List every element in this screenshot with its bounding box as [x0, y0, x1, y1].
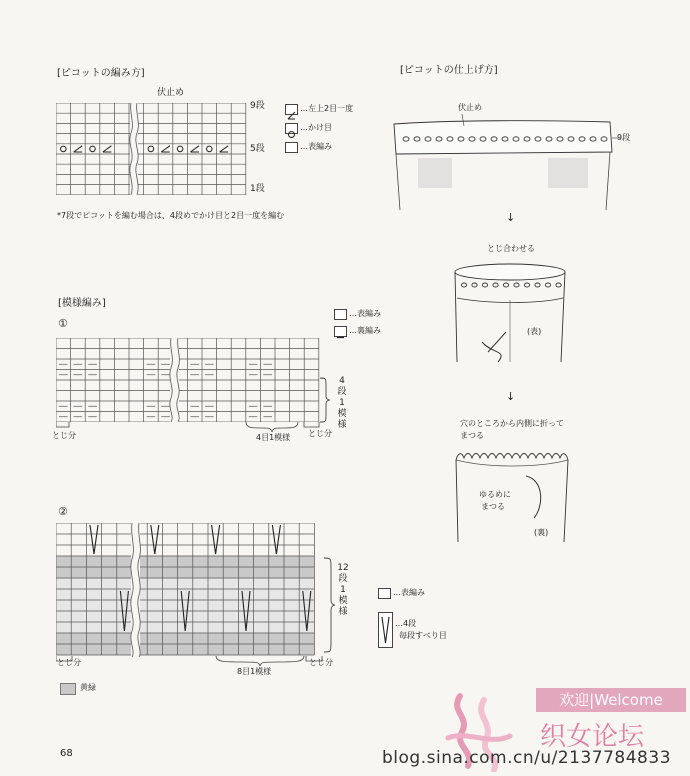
decrease-mark [74, 146, 83, 152]
p2-legend-slip-1: …4段 [395, 619, 417, 628]
picot-title: [ピコットの編み方] [57, 68, 145, 79]
picot-chart [56, 103, 248, 195]
slip-stitch-mark [151, 525, 159, 554]
p1-seam-right: とじ分 [308, 429, 332, 438]
step-fold-1: 穴のところから内側に折って [460, 419, 564, 428]
eyelet-hole [493, 283, 498, 287]
decrease-mark [161, 146, 170, 152]
eyelet-hole [461, 283, 466, 287]
loose-2: まつる [481, 502, 505, 511]
arrow-2: ↓ [506, 390, 516, 403]
shaded-row [56, 567, 314, 578]
finish-illustration-3 [448, 446, 578, 546]
yarn-over-symbol-icon [285, 123, 298, 134]
blog-url: blog.sina.com.cn/u/2137784833 [382, 748, 672, 768]
legend-left-decrease: …左上2目一度 [300, 104, 354, 113]
page-number: 68 [60, 748, 73, 759]
welcome-banner: 欢迎|Welcome [536, 688, 686, 712]
slip-stitch-mark [272, 525, 280, 554]
eyelet-hole [482, 283, 487, 287]
eyelet-hole [556, 283, 561, 287]
loose-1: ゆるめに [479, 490, 511, 499]
pattern-title: [模様編み] [58, 298, 106, 309]
yarn-over-mark [177, 146, 183, 152]
color-swatch [60, 683, 76, 695]
pattern-1-number: ① [58, 317, 68, 330]
finish-illustration-2 [448, 260, 578, 370]
step-fold-2: まつる [460, 431, 484, 440]
yarn-over-mark [90, 146, 96, 152]
pattern-2-chart [56, 523, 324, 657]
p1-knit-symbol-icon [334, 309, 347, 320]
picot-row-9: 9段 [250, 101, 265, 111]
picot-row-1: 1段 [250, 184, 265, 194]
left-decrease-symbol-icon [285, 104, 298, 115]
p2-repeat-rows: 12 段 1 模 様 [337, 563, 349, 617]
slip-stitch-mark [90, 525, 98, 554]
p1-legend-purl: …裏編み [349, 326, 381, 335]
picot-note: *7段でピコットを編む場合は、4段めでかけ目と2目一度を編む [57, 211, 285, 220]
eyelet-hole [535, 283, 540, 287]
yarn-over-mark [207, 146, 213, 152]
label-back: (裏) [534, 528, 549, 537]
finish-row-9: 9段 [617, 133, 631, 142]
finish-cast-off: 伏止め [458, 103, 482, 112]
legend-knit: …表編み [300, 142, 332, 151]
slip-stitch-mark [212, 525, 220, 554]
p1-purl-symbol-icon [334, 326, 347, 337]
knit-symbol-icon [285, 142, 298, 153]
shaded-row [56, 556, 314, 567]
p2-knit-symbol-icon [378, 588, 391, 599]
eyelet-hole [472, 283, 477, 287]
forum-name: 织女论坛 [540, 722, 645, 752]
yarn-over-mark [61, 146, 67, 152]
p1-legend-knit: …表編み [349, 309, 381, 318]
shaded-row [56, 644, 314, 655]
light-band [56, 578, 314, 633]
pattern-2-number: ② [58, 505, 68, 518]
eyelet-hole [503, 283, 508, 287]
eyelet-hole [514, 283, 519, 287]
p2-seam-left: とじ分 [57, 658, 81, 667]
eyelet-hole [545, 283, 550, 287]
finish-title: [ピコットの仕上げ方] [400, 65, 498, 76]
picot-row-5: 5段 [250, 144, 265, 154]
color-label: 黄緑 [80, 683, 96, 692]
eyelet-hole [524, 283, 529, 287]
decrease-mark [220, 146, 229, 152]
p1-seam-left: とじ分 [52, 431, 76, 440]
p2-seam-right: とじ分 [309, 658, 333, 667]
label-front: (表) [527, 327, 542, 336]
slip-stitch-symbol-icon [378, 612, 393, 648]
arrow-1: ↓ [506, 211, 516, 224]
p1-repeat-stitches: 4目1模様 [256, 433, 291, 442]
p2-bottom-brackets [56, 655, 330, 669]
legend-yarn-over: …かけ目 [300, 123, 332, 132]
shaded-row [56, 633, 314, 644]
yarn-over-mark [148, 146, 154, 152]
decrease-mark [190, 146, 199, 152]
p1-repeat-rows: 4 段 1 模 様 [337, 376, 347, 430]
p2-legend-knit: …表編み [393, 588, 425, 597]
p2-legend-slip-2: 毎段すべり目 [399, 631, 447, 640]
picot-cast-off-label: 伏止め [157, 88, 185, 98]
p2-repeat-stitches: 8目1模様 [237, 667, 272, 676]
pattern-1-chart [56, 338, 320, 422]
decrease-mark [103, 146, 112, 152]
step-join: とじ合わせる [487, 244, 535, 253]
finish-illustration-1 [388, 112, 631, 212]
